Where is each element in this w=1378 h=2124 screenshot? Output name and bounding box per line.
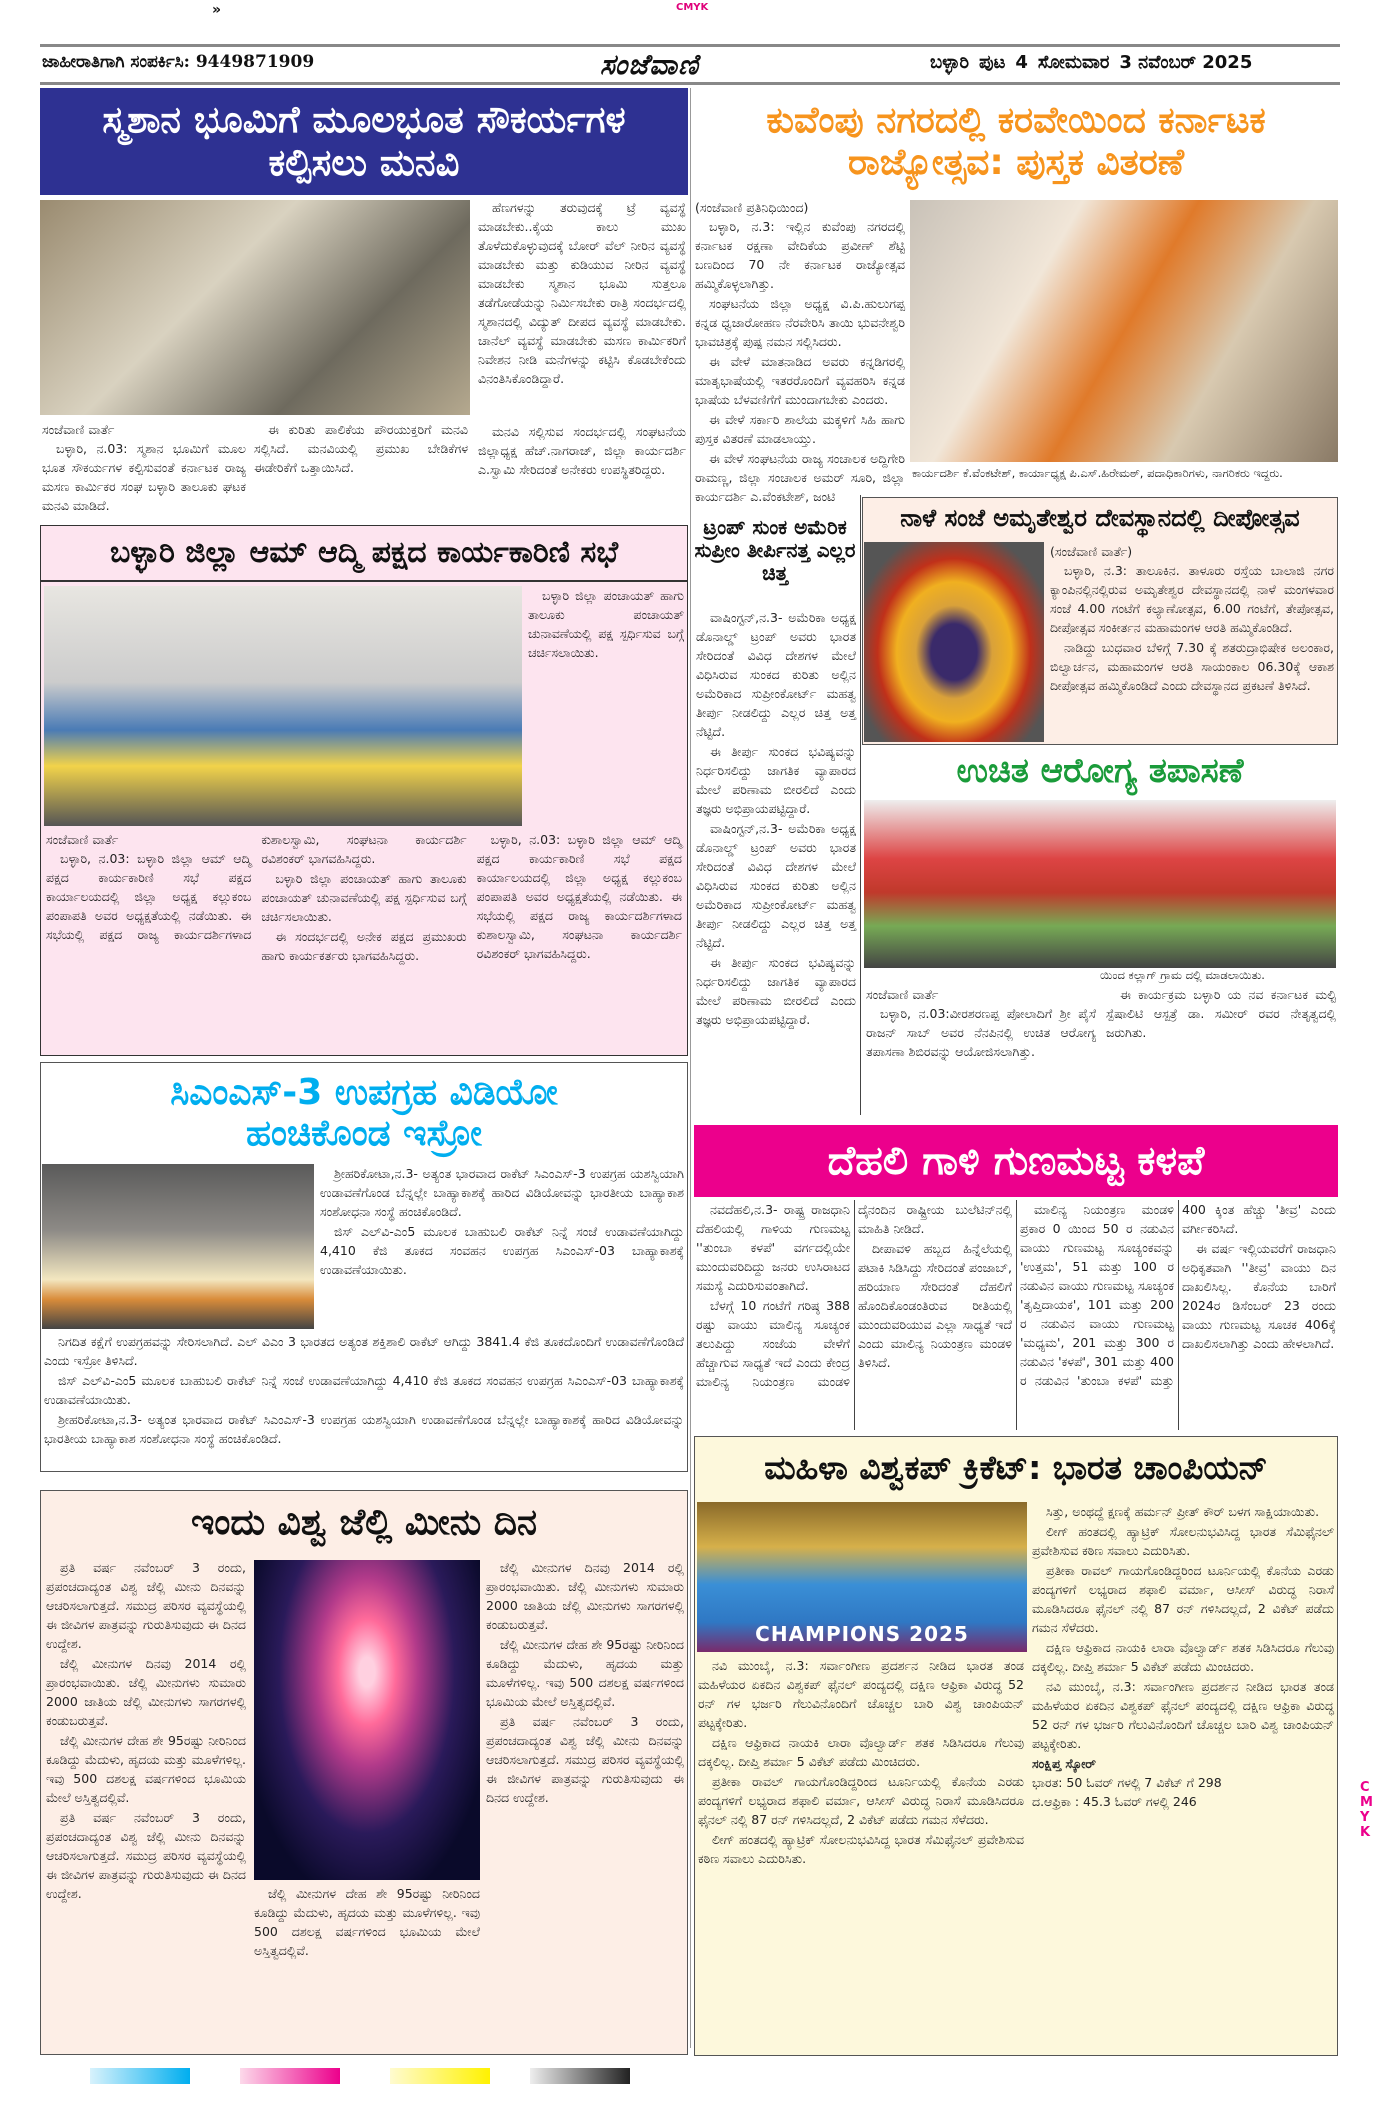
cmyk-mark: CMYK: [676, 2, 709, 13]
health-photo: [864, 800, 1336, 968]
cyan-color-bar: [90, 2068, 190, 2084]
dateline: [930, 52, 1252, 73]
health-text: ಸಂಜೆವಾಣಿ ವಾರ್ತೆ ಬಳ್ಳಾರಿ, ನ.03:ವೀರಶರಣಪ್ಪ ಪೋಲಾದಿಗೆ ಶ್ರೀ ಪೈಸೆ ರಾಜನ್ ಸಾಬ್ ಅವರ ನೆನಪಿನಲ್ಲಿ ಉಚಿತ ಆರೋಗ್ಯ ತಪಾಸಣಾ ಶಿಬಿರವನ್ನು ಆಯೋಜಿಸಲಾಗಿತ್ತು. ಈ ಕಾರ್ಯಕ್ರಮ ಬಳ್ಳಾರಿ ಯ ನವ ಕರ್ನಾಟಕ ಮಲ್ಟಿ ಸ್ಪೆಷಾಲಿಟಿ ಆಸ್ಪತ್ರೆ ಡಾ. ಸಮೀರ್ ರವರ ನೇತೃತ್ವದಲ್ಲಿ ಜರುಗಿತು.: [866, 987, 1336, 1059]
cmyk-side-mark: CMYK: [1360, 1780, 1373, 1840]
trump-headline: ಟ್ರಂಪ್ ಸುಂಕ ಅಮೆರಿಕ ಸುಪ್ರೀಂ ತೀರ್ಪಿನತ್ತ ಎಲ್ಲರ ಚಿತ್ತ: [694, 514, 856, 585]
column-divider: [690, 88, 691, 2048]
byline: ಸಂಜೆವಾಣಿ ವಾರ್ತೆ: [46, 832, 119, 847]
cricket-text-left: ನವಿ ಮುಂಬೈ, ನ.3: ಸರ್ವಾಂಗೀಣ ಪ್ರದರ್ಶನ ನೀಡಿದ ಭಾರತ ತಂಡ ಮಹಿಳೆಯರ ಏಕದಿನ ವಿಶ್ವಕಪ್ ಫೈನಲ್ ಪಂದ್ಯದಲ್ಲಿ ದಕ್ಷಿಣ ಆಫ್ರಿಕಾ ವಿರುದ್ಧ 52 ರನ್ ಗಳ ಭರ್ಜರಿ ಗೆಲುವಿನೊಂದಿಗೆ ಚೊಚ್ಚಲ ಬಾರಿ ವಿಶ್ವ ಚಾಂಪಿಯನ್ ಪಟ್ಟಕ್ಕೇರಿತು. ದಕ್ಷಿಣ ಆಫ್ರಿಕಾದ ನಾಯಕಿ ಲಾರಾ ವೊಲ್ವಾರ್ಡ್ ಶತಕ ಸಿಡಿಸಿದರೂ ಗೆಲುವು ದಕ್ಕಲಿಲ್ಲ. ದೀಪ್ತಿ ಶರ್ಮಾ 5 ವಿಕೆಟ್ ಪಡೆದು ಮಿಂಚಿದರು. ಪ್ರತೀಕಾ ರಾವಲ್ ಗಾಯಗೊಂಡಿದ್ದರಿಂದ ಟೂರ್ನಿಯಲ್ಲಿ ಕೊನೆಯ ಎರಡು ಪಂದ್ಯಗಳಿಗೆ ಲಭ್ಯರಾದ ಶಫಾಲಿ ವರ್ಮಾ, ಆಸೀಸ್ ವಿರುದ್ಧ ನಿರಾಸೆ ಮೂಡಿಸಿದರೂ ಫೈನಲ್ ನಲ್ಲಿ 87 ರನ್ ಗಳಿಸಿದಲ್ಲದೆ, 2 ವಿಕೆಟ್ ಪಡೆದು ಗಮನ ಸೆಳೆದರು. ಲೀಗ್ ಹಂತದಲ್ಲಿ ಹ್ಯಾಟ್ರಿಕ್ ಸೋಲನುಭವಿಸಿದ್ದ ಭಾರತ ಸೆಮಿಫೈನಲ್ ಪ್ರವೇಶಿಸುವ ಕಠಿಣ ಸವಾಲು ಎದುರಿಸಿತು.: [698, 1658, 1024, 1866]
smashana-text-col1: ಸಂಜೆವಾಣಿ ವಾರ್ತೆ ಬಳ್ಳಾರಿ, ನ.03: ಸ್ಮಶಾನ ಭೂಮಿಗೆ ಮೂಲ ಭೂತ ಸೌಕರ್ಯಗಳ ಕಲ್ಪಿಸುವಂತೆ ಕರ್ನಾಟಕ ರಾಜ್ಯ ಮಸಣ ಕಾರ್ಮಿಕರ ಸಂಘ ಬಳ್ಳಾರಿ ತಾಲೂಕು ಘಟಕ ಮನವಿ ಮಾಡಿದೆ.: [42, 422, 246, 513]
cricket-photo: [697, 1502, 1027, 1652]
byline: ಸಂಜೆವಾಣಿ ವಾರ್ತೆ: [42, 422, 115, 437]
jelly-photo: [254, 1560, 480, 1880]
byline: ಸಂಜೆವಾಣಿ ವಾರ್ತೆ: [866, 987, 939, 1002]
kuvempu-photo: [910, 200, 1338, 462]
isro-text-right: ಶ್ರೀಹರಿಕೋಟಾ,ನ.3- ಅತ್ಯಂತ ಭಾರವಾದ ರಾಕೆಟ್ ಸಿಎಂಎಸ್-3 ಉಪಗ್ರಹ ಯಶಸ್ವಿಯಾಗಿ ಉಡಾವಣೆಗೊಂಡ ಬೆನ್ನಲ್ಲೇ ಬಾಹ್ಯಾಕಾಶಕ್ಕೆ ಹಾರಿದ ವಿಡಿಯೋವನ್ನು ಭಾರತೀಯ ಬಾಹ್ಯಾಕಾಶ ಸಂಶೋಧನಾ ಸಂಸ್ಥೆ ಹಂಚಿಕೊಂಡಿದೆ. ಜಿಸ್ ಎಲ್‌ವಿ-ಎಂ5 ಮೂಲಕ ಬಾಹುಬಲಿ ರಾಕೆಟ್ ನಿನ್ನೆ ಸಂಜೆ ಉಡಾವಣೆಯಾಗಿದ್ದು 4,410 ಕೆಜಿ ತೂಕದ ಸಂವಹನ ಉಪಗ್ರಹ ಸಿಎಂಎಸ್-03 ಬಾಹ್ಯಾಕಾಶಕ್ಕೆ ಉಡಾವಣೆಯಾಯಿತು.: [320, 1166, 684, 1277]
isro-rocket-photo: [42, 1164, 314, 1329]
byline: (ಸಂಜೆವಾಣಿ ವಾರ್ತೆ): [1050, 544, 1133, 559]
aap-headline: ಬಳ್ಳಾರಿ ಜಿಲ್ಲಾ ಆಮ್ ಆದ್ಮಿ ಪಕ್ಷದ ಕಾರ್ಯಕಾರಿಣಿ ಸಭೆ: [40, 525, 688, 581]
column-divider: [860, 495, 861, 1115]
day: ಸೋಮವಾರ: [1037, 52, 1110, 73]
header-top-rule: [40, 44, 1340, 47]
scorecard-title: ಸಂಕ್ಷಿಪ್ತ ಸ್ಕೋರ್: [1032, 1756, 1096, 1771]
jelly-headline: ಇಂದು ವಿಶ್ವ ಜೆಲ್ಲಿ ಮೀನು ದಿನ: [191, 1502, 537, 1544]
yellow-color-bar: [390, 2068, 490, 2084]
magenta-color-bar: [240, 2068, 340, 2084]
champions-banner: CHAMPIONS 2025: [755, 1622, 969, 1646]
jelly-text-col2: ಜೆಲ್ಲಿ ಮೀನುಗಳ ದೇಹ ಶೇ 95ರಷ್ಟು ನೀರಿನಿಂದ ಕೂಡಿದ್ದು ಮೆದುಳು, ಹೃದಯ ಮತ್ತು ಮೂಳೆಗಳಿಲ್ಲ. ಇವು 500 ದಶಲಕ್ಷ ವರ್ಷಗಳಿಂದ ಭೂಮಿಯ ಮೇಲೆ ಅಸ್ತಿತ್ವದಲ್ಲಿವೆ.: [254, 1886, 480, 1958]
score-sa: ದ.ಆಫ್ರಿಕಾ : 45.3 ಓವರ್ ಗಳಲ್ಲಿ 246: [1032, 1794, 1197, 1809]
kuvempu-caption: ಕಾರ್ಯದರ್ಶಿ ಕೆ.ವೆಂಕಟೇಶ್, ಕಾರ್ಯಾಧ್ಯಕ್ಷ ಪಿ.ಎಸ್.ಹಿರೇಮಠ್, ಪದಾಧಿಕಾರಿಗಳು, ನಾಗರಿಕರು ಇದ್ದರು.: [912, 466, 1283, 480]
aap-text: ಸಂಜೆವಾಣಿ ವಾರ್ತೆ ಬಳ್ಳಾರಿ, ನ.03: ಬಳ್ಳಾರಿ ಜಿಲ್ಲಾ ಆಮ್ ಆದ್ಮಿ ಪಕ್ಷದ ಕಾರ್ಯಕಾರಿಣಿ ಸಭೆ ಪಕ್ಷದ ಕಾರ್ಯಾಲಯದಲ್ಲಿ ಜಿಲ್ಲಾ ಅಧ್ಯಕ್ಷ ಕಲ್ಲುಕಂಬ ಪಂಪಾಪತಿ ಅವರ ಅಧ್ಯಕ್ಷತೆಯಲ್ಲಿ ನಡೆಯಿತು. ಈ ಸಭೆಯಲ್ಲಿ ಪಕ್ಷದ ರಾಜ್ಯ ಕಾರ್ಯದರ್ಶಿಗಳಾದ ಕುಶಾಲಸ್ವಾಮಿ, ಸಂಘಟನಾ ಕಾರ್ಯದರ್ಶಿ ರವಿಶಂಕರ್ ಭಾಗವಹಿಸಿದ್ದರು. ಬಳ್ಳಾರಿ ಜಿಲ್ಲಾ ಪಂಚಾಯತ್ ಹಾಗು ತಾಲೂಕು ಪಂಚಾಯತ್ ಚುನಾವಣೆಯಲ್ಲಿ ಪಕ್ಷ ಸ್ಪರ್ಧಿಸುವ ಬಗ್ಗೆ ಚರ್ಚಿಸಲಾಯಿತು. ಈ ಸಂದರ್ಭದಲ್ಲಿ ಅನೇಕ ಪಕ್ಷದ ಪ್ರಮುಖರು ಹಾಗು ಕಾರ್ಯಕರ್ತರು ಭಾಗವಹಿಸಿದ್ದರು. ಬಳ್ಳಾರಿ, ನ.03: ಬಳ್ಳಾರಿ ಜಿಲ್ಲಾ ಆಮ್ ಆದ್ಮಿ ಪಕ್ಷದ ಕಾರ್ಯಕಾರಿಣಿ ಸಭೆ ಪಕ್ಷದ ಕಾರ್ಯಾಲಯದಲ್ಲಿ ಜಿಲ್ಲಾ ಅಧ್ಯಕ್ಷ ಕಲ್ಲುಕಂಬ ಪಂಪಾಪತಿ ಅವರ ಅಧ್ಯಕ್ಷತೆಯಲ್ಲಿ ನಡೆಯಿತು. ಈ ಸಭೆಯಲ್ಲಿ ಪಕ್ಷದ ರಾಜ್ಯ ಕಾರ್ಯದರ್ಶಿಗಳಾದ ಕುಶಾಲಸ್ವಾಮಿ, ಸಂಘಟನಾ ಕಾರ್ಯದರ್ಶಿ ರವಿಶಂಕರ್ ಭಾಗವಹಿಸಿದ್ದರು.: [46, 832, 682, 963]
amruteshwara-text: (ಸಂಜೆವಾಣಿ ವಾರ್ತೆ) ಬಳ್ಳಾರಿ, ನ.3: ತಾಲೂಕಿನ. ತಾಳೂರು ರಸ್ತೆಯ ಬಾಲಾಜಿ ನಗರ ಕ್ಯಾಂಪಿನಲ್ಲಿನಲ್ಲಿರುವ ಅಮೃತೇಶ್ವರ ದೇವಸ್ಥಾನದಲ್ಲಿ ನಾಳೆ ಮಂಗಳವಾರ ಸಂಜೆ 4.00 ಗಂಟೆಗೆ ಕಲ್ಯಾಣೋತ್ಸವ, 6.00 ಗಂಟೆಗೆ, ತೇಪೋತ್ಸವ, ದೀಪೋತ್ಸವ ಸಂಕೀರ್ತನ ಮಹಾಮಂಗಳ ಆರತಿ ಹಮ್ಮಿಕೊಂಡಿದೆ. ನಾಡಿದ್ದು ಬುಧವಾರ ಬೆಳಿಗ್ಗೆ 7.30 ಕ್ಕೆ ಶತರುದ್ರಾಭಿಷೇಕ ಅಲಂಕಾರ, ಬಿಲ್ವಾರ್ಚನ, ಮಹಾಮಂಗಳ ಆರತಿ ಸಾಯಂಕಾಲ 06.30ಕ್ಕೆ ಆಕಾಶ ದೀಪೋತ್ಸವ ಹಮ್ಮಿಕೊಂಡಿದೆ ಎಂದು ದೇವಸ್ಥಾನದ ಪ್ರಕಟಣೆ ತಿಳಿಸಿದೆ.: [1050, 544, 1334, 693]
page-number: 4: [1015, 52, 1028, 73]
isro-headline: ಸಿಎಂಎಸ್-3 ಉಪಗ್ರಹ ವಿಡಿಯೋ ಹಂಚಿಕೊಂಡ ಇಸ್ರೋ: [170, 1071, 558, 1154]
aap-photo: [44, 586, 522, 826]
black-color-bar: [530, 2068, 630, 2084]
score-india: ಭಾರತ: 50 ಓವರ್ ಗಳಲ್ಲಿ 7 ವಿಕೆಟ್ ಗೆ 298: [1032, 1775, 1222, 1790]
smashana-headline: ಸ್ಮಶಾನ ಭೂಮಿಗೆ ಮೂಲಭೂತ ಸೌಕರ್ಯಗಳ ಕಲ್ಪಿಸಲು ಮನವಿ: [40, 88, 688, 195]
cricket-headline: ಮಹಿಳಾ ವಿಶ್ವಕಪ್ ಕ್ರಿಕೆಟ್: ಭಾರತ ಚಾಂಪಿಯನ್: [764, 1448, 1268, 1488]
delhi-text: ನವದೆಹಲಿ,ನ.3- ರಾಷ್ಟ್ರ ರಾಜಧಾನಿ ದೆಹಲಿಯಲ್ಲಿ ಗಾಳಿಯ ಗುಣಮಟ್ಟ ''ತುಂಬಾ ಕಳಪೆ' ವರ್ಗದಲ್ಲಿಯೇ ಮುಂದುವರಿದಿದ್ದು ಜನರು ಉಸಿರಾಟದ ಸಮಸ್ಯೆ ಎದುರಿಸುವಂತಾಗಿದೆ. ಬೆಳಗ್ಗೆ 10 ಗಂಟೆಗೆ ಗರಿಷ್ಠ 388 ರಷ್ಟು ವಾಯು ಮಾಲಿನ್ಯ ಸೂಚ್ಯಂಕ ತಲುಪಿದ್ದು ಸಂಜೆಯ ವೇಳೆಗೆ ಹೆಚ್ಚಾಗುವ ಸಾಧ್ಯತೆ ಇದೆ ಎಂದು ಕೇಂದ್ರ ಮಾಲಿನ್ಯ ನಿಯಂತ್ರಣ ಮಂಡಳಿ ದೈನಂದಿನ ರಾಷ್ಟ್ರೀಯ ಬುಲೆಟಿನ್‌ನಲ್ಲಿ ಮಾಹಿತಿ ನೀಡಿದೆ. ದೀಪಾವಳಿ ಹಬ್ಬದ ಹಿನ್ನೆಲೆಯಲ್ಲಿ ಪಟಾಕಿ ಸಿಡಿಸಿದ್ದು ಸೇರಿದಂತೆ ಪಂಜಾಬ್, ಹರಿಯಾಣ ಸೇರಿದಂತೆ ದೆಹಲಿಗೆ ಹೊಂದಿಕೊಂಡಂತಿರುವ ರೀತಿಯಲ್ಲಿ ಮುಂದುವರಿಯುವ ಎಲ್ಲಾ ಸಾಧ್ಯತೆ ಇದೆ ಎಂದು ಮಾಲಿನ್ಯ ನಿಯಂತ್ರಣ ಮಂಡಳಿ ತಿಳಿಸಿದೆ. ಮಾಲಿನ್ಯ ನಿಯಂತ್ರಣ ಮಂಡಳಿ ಪ್ರಕಾರ 0 ಯಿಂದ 50 ರ ನಡುವಿನ ವಾಯು ಗುಣಮಟ್ಟ ಸೂಚ್ಯಂಕವನ್ನು 'ಉತ್ತಮ', 51 ಮತ್ತು 100 ರ ನಡುವಿನ ವಾಯು ಗುಣಮಟ್ಟ ಸೂಚ್ಯಂಕ 'ತೃಪ್ತಿದಾಯಕ', 101 ಮತ್ತು 200 ರ ನಡುವಿನ ವಾಯು ಗುಣಮಟ್ಟ 'ಮಧ್ಯಮ', 201 ಮತ್ತು 300 ರ ನಡುವಿನ 'ಕಳಪೆ', 301 ಮತ್ತು 400 ರ ನಡುವಿನ 'ತುಂಬಾ ಕಳಪೆ' ಮತ್ತು 400 ಕ್ಕಿಂತ ಹೆಚ್ಚು 'ತೀವ್ರ' ಎಂದು ವರ್ಗೀಕರಿಸಿದೆ. ಈ ವರ್ಷ ಇಲ್ಲಿಯವರೆಗೆ ರಾಜಧಾನಿ ಅಧಿಕೃತವಾಗಿ ''ತೀವ್ರ' ವಾಯು ದಿನ ದಾಖಲಿಸಿಲ್ಲ. ಕೊನೆಯ ಬಾರಿಗೆ 2024ರ ಡಿಸೆಂಬರ್ 23 ರಂದು ವಾಯು ಗುಣಮಟ್ಟ ಸೂಚಕ 406ಕ್ಕೆ ದಾಖಲಿಸಲಾಗಿತ್ತು ಎಂದು ಹೇಳಲಾಗಿದೆ.: [696, 1202, 1336, 1389]
cricket-text-right: ಸಿತ್ತು, ಅಂಥದ್ದೆ ಕ್ಷಣಕ್ಕೆ ಹರ್ಮನ್ ಪ್ರೀತ್ ಕೌರ್ ಬಳಗ ಸಾಕ್ಷಿಯಾಯಿತು. ಲೀಗ್ ಹಂತದಲ್ಲಿ ಹ್ಯಾಟ್ರಿಕ್ ಸೋಲನುಭವಿಸಿದ್ದ ಭಾರತ ಸೆಮಿಫೈನಲ್ ಪ್ರವೇಶಿಸುವ ಕಠಿಣ ಸವಾಲು ಎದುರಿಸಿತು. ಪ್ರತೀಕಾ ರಾವಲ್ ಗಾಯಗೊಂಡಿದ್ದರಿಂದ ಟೂರ್ನಿಯಲ್ಲಿ ಕೊನೆಯ ಎರಡು ಪಂದ್ಯಗಳಿಗೆ ಲಭ್ಯರಾದ ಶಫಾಲಿ ವರ್ಮಾ, ಆಸೀಸ್ ವಿರುದ್ಧ ನಿರಾಸೆ ಮೂಡಿಸಿದರೂ ಫೈನಲ್ ನಲ್ಲಿ 87 ರನ್ ಗಳಿಸಿದಲ್ಲದೆ, 2 ವಿಕೆಟ್ ಪಡೆದು ಗಮನ ಸೆಳೆದರು. ದಕ್ಷಿಣ ಆಫ್ರಿಕಾದ ನಾಯಕಿ ಲಾರಾ ವೊಲ್ವಾರ್ಡ್ ಶತಕ ಸಿಡಿಸಿದರೂ ಗೆಲುವು ದಕ್ಕಲಿಲ್ಲ. ದೀಪ್ತಿ ಶರ್ಮಾ 5 ವಿಕೆಟ್ ಪಡೆದು ಮಿಂಚಿದರು. ನವಿ ಮುಂಬೈ, ನ.3: ಸರ್ವಾಂಗೀಣ ಪ್ರದರ್ಶನ ನೀಡಿದ ಭಾರತ ತಂಡ ಮಹಿಳೆಯರ ಏಕದಿನ ವಿಶ್ವಕಪ್ ಫೈನಲ್ ಪಂದ್ಯದಲ್ಲಿ ದಕ್ಷಿಣ ಆಫ್ರಿಕಾ ವಿರುದ್ಧ 52 ರನ್ ಗಳ ಭರ್ಜರಿ ಗೆಲುವಿನೊಂದಿಗೆ ಚೊಚ್ಚಲ ಬಾರಿ ವಿಶ್ವ ಚಾಂಪಿಯನ್ ಪಟ್ಟಕ್ಕೇರಿತು. ಸಂಕ್ಷಿಪ್ತ ಸ್ಕೋರ್ ಭಾರತ: 50 ಓವರ್ ಗಳಲ್ಲಿ 7 ವಿಕೆಟ್ ಗೆ 298 ದ.ಆಫ್ರಿಕಾ : 45.3 ಓವರ್ ಗಳಲ್ಲಿ 246: [1032, 1504, 1334, 1809]
kuvempu-headline: ಕುವೆಂಪು ನಗರದಲ್ಲಿ ಕರವೇಯಿಂದ ಕರ್ನಾಟಕ ರಾಜ್ಯೋತ್ಸವ: ಪುಸ್ತಕ ವಿತರಣೆ: [766, 100, 1266, 183]
aap-text-right: ಬಳ್ಳಾರಿ ಜಿಲ್ಲಾ ಪಂಚಾಯತ್ ಹಾಗು ತಾಲೂಕು ಪಂಚಾಯತ್ ಚುನಾವಣೆಯಲ್ಲಿ ಪಕ್ಷ ಸ್ಪರ್ಧಿಸುವ ಬಗ್ಗೆ ಚರ್ಚಿಸಲಾಯಿತು.: [528, 588, 684, 660]
smashana-text-col-right: ಹೆಣಗಳನ್ನು ತರುವುದಕ್ಕೆ ಟ್ರೆ ವ್ಯವಸ್ಥೆ ಮಾಡಬೇಕು..ಕೈಯ ಕಾಲು ಮುಖ ತೊಳೆದುಕೊಳ್ಳುವುದಕ್ಕೆ ಬೋರ್ ವೆಲ್ ನೀರಿನ ವ್ಯವಸ್ಥೆ ಮಾಡಬೇಕು ಮತ್ತು ಕುಡಿಯುವ ನೀರಿನ ವ್ಯವಸ್ಥೆ ಮಾಡಬೇಕು ಸ್ಮಶಾನ ಭೂಮಿ ಸುತ್ತಲೂ ತಡೆಗೋಡೆಯನ್ನು ನಿರ್ಮಿಸಬೇಕು ರಾತ್ರಿ ಸಂದರ್ಭದಲ್ಲಿ ಸ್ಮಶಾನದಲ್ಲಿ ವಿದ್ಯುತ್ ದೀಪದ ವ್ಯವಸ್ಥೆ ಮಾಡಬೇಕು. ಚಾನೆಲ್ ವ್ಯವಸ್ಥೆ ಮಾಡಬೇಕು ಮಸಣ ಕಾರ್ಮಿಕರಿಗೆ ನಿವೇಶನ ನೀಡಿ ಮನೆಗಳನ್ನು ಕಟ್ಟಿಸಿ ಕೊಡಬೇಕೆಂದು ವಿನಂತಿಸಿಕೊಂಡಿದ್ದಾರೆ.: [478, 200, 686, 386]
city: ಬಳ್ಳಾರಿ: [930, 52, 969, 73]
trump-text: ವಾಷಿಂಗ್ಟನ್,ನ.3- ಅಮೆರಿಕಾ ಅಧ್ಯಕ್ಷ ಡೊನಾಲ್ಡ್ ಟ್ರಂಪ್ ಅವರು ಭಾರತ ಸೇರಿದಂತೆ ವಿವಿಧ ದೇಶಗಳ ಮೇಲೆ ವಿಧಿಸಿರುವ ಸುಂಕದ ಕುರಿತು ಅಲ್ಲಿನ ಅಮೆರಿಕಾದ ಸುಪ್ರೀಂಕೋರ್ಟ್ ಮಹತ್ವ ತೀರ್ಪು ನೀಡಲಿದ್ದು ಎಲ್ಲರ ಚಿತ್ತ ಅತ್ತ ನೆಟ್ಟಿದೆ. ಈ ತೀರ್ಪು ಸುಂಕದ ಭವಿಷ್ಯವನ್ನು ನಿರ್ಧರಿಸಲಿದ್ದು ಜಾಗತಿಕ ವ್ಯಾಪಾರದ ಮೇಲೆ ಪರಿಣಾಮ ಬೀರಲಿದೆ ಎಂದು ತಜ್ಞರು ಅಭಿಪ್ರಾಯಪಟ್ಟಿದ್ದಾರೆ. ವಾಷಿಂಗ್ಟನ್,ನ.3- ಅಮೆರಿಕಾ ಅಧ್ಯಕ್ಷ ಡೊನಾಲ್ಡ್ ಟ್ರಂಪ್ ಅವರು ಭಾರತ ಸೇರಿದಂತೆ ವಿವಿಧ ದೇಶಗಳ ಮೇಲೆ ವಿಧಿಸಿರುವ ಸುಂಕದ ಕುರಿತು ಅಲ್ಲಿನ ಅಮೆರಿಕಾದ ಸುಪ್ರೀಂಕೋರ್ಟ್ ಮಹತ್ವ ತೀರ್ಪು ನೀಡಲಿದ್ದು ಎಲ್ಲರ ಚಿತ್ತ ಅತ್ತ ನೆಟ್ಟಿದೆ. ಈ ತೀರ್ಪು ಸುಂಕದ ಭವಿಷ್ಯವನ್ನು ನಿರ್ಧರಿಸಲಿದ್ದು ಜಾಗತಿಕ ವ್ಯಾಪಾರದ ಮೇಲೆ ಪರಿಣಾಮ ಬೀರಲಿದೆ ಎಂದು ತಜ್ಞರು ಅಭಿಪ್ರಾಯಪಟ್ಟಿದ್ದಾರೆ.: [696, 610, 856, 1027]
isro-text-bottom: ನಿಗದಿತ ಕಕ್ಷೆಗೆ ಉಪಗ್ರಹವನ್ನು ಸೇರಿಸಲಾಗಿದೆ. ಎಲ್ ವಿಎಂ 3 ಭಾರತದ ಅತ್ಯಂತ ಶಕ್ತಿಶಾಲಿ ರಾಕೆಟ್ ಆಗಿದ್ದು 3841.4 ಕೆಜಿ ತೂಕದೊಂದಿಗೆ ಉಡಾವಣೆಗೊಂಡಿದೆ ಎಂದು ಇಸ್ರೋ ತಿಳಿಸಿದೆ. ಜಿಸ್ ಎಲ್‌ವಿ-ಎಂ5 ಮೂಲಕ ಬಾಹುಬಲಿ ರಾಕೆಟ್ ನಿನ್ನೆ ಸಂಜೆ ಉಡಾವಣೆಯಾಗಿದ್ದು 4,410 ಕೆಜಿ ತೂಕದ ಸಂವಹನ ಉಪಗ್ರಹ ಸಿಎಂಎಸ್-03 ಬಾಹ್ಯಾಕಾಶಕ್ಕೆ ಉಡಾವಣೆಯಾಯಿತು. ಶ್ರೀಹರಿಕೋಟಾ,ನ.3- ಅತ್ಯಂತ ಭಾರವಾದ ರಾಕೆಟ್ ಸಿಎಂಎಸ್-3 ಉಪಗ್ರಹ ಯಶಸ್ವಿಯಾಗಿ ಉಡಾವಣೆಗೊಂಡ ಬೆನ್ನಲ್ಲೇ ಬಾಹ್ಯಾಕಾಶಕ್ಕೆ ಹಾರಿದ ವಿಡಿಯೋವನ್ನು ಭಾರತೀಯ ಬಾಹ್ಯಾಕಾಶ ಸಂಶೋಧನಾ ಸಂಸ್ಥೆ ಹಂಚಿಕೊಂಡಿದೆ.: [44, 1334, 684, 1446]
ad-contact: ಜಾಹೀರಾತಿಗಾಗಿ ಸಂಪರ್ಕಿಸಿ: 9449871909: [42, 52, 315, 72]
health-caption: ಯಿಂದ ಕಲ್ಲಾಗ್ ಗ್ರಾಮ ದಲ್ಲಿ ಮಾಡಲಾಯಿತು.: [1100, 968, 1265, 982]
jelly-text-col3: ಜೆಲ್ಲಿ ಮೀನುಗಳ ದಿನವು 2014 ರಲ್ಲಿ ಪ್ರಾರಂಭವಾಯಿತು. ಜೆಲ್ಲಿ ಮೀನುಗಳು ಸುಮಾರು 2000 ಜಾತಿಯ ಜೆಲ್ಲಿ ಮೀನುಗಳು ಸಾಗರಗಳಲ್ಲಿ ಕಂಡುಬರುತ್ತವೆ. ಜೆಲ್ಲಿ ಮೀನುಗಳ ದೇಹ ಶೇ 95ರಷ್ಟು ನೀರಿನಿಂದ ಕೂಡಿದ್ದು ಮೆದುಳು, ಹೃದಯ ಮತ್ತು ಮೂಳೆಗಳಿಲ್ಲ. ಇವು 500 ದಶಲಕ್ಷ ವರ್ಷಗಳಿಂದ ಭೂಮಿಯ ಮೇಲೆ ಅಸ್ತಿತ್ವದಲ್ಲಿವೆ. ಪ್ರತಿ ವರ್ಷ ನವೆಂಬರ್ 3 ರಂದು, ಪ್ರಪಂಚದಾದ್ಯಂತ ವಿಶ್ವ ಜೆಲ್ಲಿ ಮೀನು ದಿನವನ್ನು ಆಚರಿಸಲಾಗುತ್ತದೆ. ಸಮುದ್ರ ಪರಿಸರ ವ್ಯವಸ್ಥೆಯಲ್ಲಿ ಈ ಜೀವಿಗಳ ಪಾತ್ರವನ್ನು ಗುರುತಿಸುವುದು ಈ ದಿನದ ಉದ್ದೇಶ.: [486, 1560, 684, 1805]
amruteshwara-headline: ನಾಳೆ ಸಂಜೆ ಅಮೃತೇಶ್ವರ ದೇವಸ್ಥಾನದಲ್ಲಿ ದೀಪೋತ್ಸವ: [900, 504, 1300, 533]
date: 3 ನವೆಂಬರ್ 2025: [1119, 52, 1253, 73]
byline: (ಸಂಜೆವಾಣಿ ಪ್ರತಿನಿಧಿಯಿಂದ): [695, 200, 809, 215]
registration-mark: »: [212, 2, 222, 18]
jelly-text-col1: ಪ್ರತಿ ವರ್ಷ ನವೆಂಬರ್ 3 ರಂದು, ಪ್ರಪಂಚದಾದ್ಯಂತ ವಿಶ್ವ ಜೆಲ್ಲಿ ಮೀನು ದಿನವನ್ನು ಆಚರಿಸಲಾಗುತ್ತದೆ. ಸಮುದ್ರ ಪರಿಸರ ವ್ಯವಸ್ಥೆಯಲ್ಲಿ ಈ ಜೀವಿಗಳ ಪಾತ್ರವನ್ನು ಗುರುತಿಸುವುದು ಈ ದಿನದ ಉದ್ದೇಶ. ಜೆಲ್ಲಿ ಮೀನುಗಳ ದಿನವು 2014 ರಲ್ಲಿ ಪ್ರಾರಂಭವಾಯಿತು. ಜೆಲ್ಲಿ ಮೀನುಗಳು ಸುಮಾರು 2000 ಜಾತಿಯ ಜೆಲ್ಲಿ ಮೀನುಗಳು ಸಾಗರಗಳಲ್ಲಿ ಕಂಡುಬರುತ್ತವೆ. ಜೆಲ್ಲಿ ಮೀನುಗಳ ದೇಹ ಶೇ 95ರಷ್ಟು ನೀರಿನಿಂದ ಕೂಡಿದ್ದು ಮೆದುಳು, ಹೃದಯ ಮತ್ತು ಮೂಳೆಗಳಿಲ್ಲ. ಇವು 500 ದಶಲಕ್ಷ ವರ್ಷಗಳಿಂದ ಭೂಮಿಯ ಮೇಲೆ ಅಸ್ತಿತ್ವದಲ್ಲಿವೆ. ಪ್ರತಿ ವರ್ಷ ನವೆಂಬರ್ 3 ರಂದು, ಪ್ರಪಂಚದಾದ್ಯಂತ ವಿಶ್ವ ಜೆಲ್ಲಿ ಮೀನು ದಿನವನ್ನು ಆಚರಿಸಲಾಗುತ್ತದೆ. ಸಮುದ್ರ ಪರಿಸರ ವ್ಯವಸ್ಥೆಯಲ್ಲಿ ಈ ಜೀವಿಗಳ ಪಾತ್ರವನ್ನು ಗುರುತಿಸುವುದು ಈ ದಿನದ ಉದ್ದೇಶ.: [46, 1560, 246, 1901]
smashana-photo: [40, 200, 470, 415]
masthead-logo: ಸಂಜೆವಾಣಿ: [600, 48, 699, 81]
page-label: ಪುಟ: [978, 52, 1006, 73]
smashana-text-col3: ಮನವಿ ಸಲ್ಲಿಸುವ ಸಂದರ್ಭದಲ್ಲಿ ಸಂಘಟನೆಯ ಜಿಲ್ಲಾಧ್ಯಕ್ಷ ಹೆಚ್.ನಾಗರಾಜ್, ಜಿಲ್ಲಾ ಕಾರ್ಯದರ್ಶಿ ಎ.ಸ್ವಾಮಿ ಸೇರಿದಂತೆ ಅನೇಕರು ಉಪಸ್ಥಿತರಿದ್ದರು.: [478, 424, 686, 477]
delhi-headline: ದೆಹಲಿ ಗಾಳಿ ಗುಣಮಟ್ಟ ಕಳಪೆ: [694, 1125, 1338, 1197]
header-bottom-rule: [40, 82, 1340, 85]
smashana-text-col2: ಈ ಕುರಿತು ಪಾಲಿಕೆಯ ಪೌರಯುಕ್ತರಿಗೆ ಮನವಿ ಸಲ್ಲಿಸಿದೆ. ಮನವಿಯಲ್ಲಿ ಪ್ರಮುಖ ಬೇಡಿಕೆಗಳ ಈಡೇರಿಕೆಗೆ ಒತ್ತಾಯಿಸಿದೆ.: [254, 422, 468, 475]
health-headline: ಉಚಿತ ಆರೋಗ್ಯ ತಪಾಸಣೆ: [956, 751, 1244, 792]
amruteshwara-photo: [864, 542, 1044, 742]
kuvempu-text: (ಸಂಜೆವಾಣಿ ಪ್ರತಿನಿಧಿಯಿಂದ) ಬಳ್ಳಾರಿ, ನ.3: ಇಲ್ಲಿನ ಕುವೆಂಪು ನಗರದಲ್ಲಿ ಕರ್ನಾಟಕ ರಕ್ಷಣಾ ವೇದಿಕೆಯ ಪ್ರವೀಣ್ ಶೆಟ್ಟಿ ಬಣದಿಂದ 70 ನೇ ಕರ್ನಾಟಕ ರಾಜ್ಯೋತ್ಸವ ಹಮ್ಮಿಕೊಳ್ಳಲಾಗಿತ್ತು. ಸಂಘಟನೆಯ ಜಿಲ್ಲಾ ಅಧ್ಯಕ್ಷ ವಿ.ಪಿ.ಹುಲುಗಪ್ಪ ಕನ್ನಡ ಧ್ವಜಾರೋಹಣ ನೆರವೇರಿಸಿ ತಾಯಿ ಭುವನೇಶ್ವರಿ ಭಾವಚಿತ್ರಕ್ಕೆ ಪುಷ್ಪ ನಮನ ಸಲ್ಲಿಸಿದರು. ಈ ವೇಳೆ ಮಾತನಾಡಿದ ಅವರು ಕನ್ನಡಿಗರಲ್ಲಿ ಮಾತೃಭಾಷೆಯಲ್ಲಿ ಇತರರೊಂದಿಗೆ ವ್ಯವಹರಿಸಿ ಕನ್ನಡ ಭಾಷೆಯ ಬೆಳವಣಿಗೆಗೆ ಮುಂದಾಗಬೇಕು ಎಂದರು. ಈ ವೇಳೆ ಸರ್ಕಾರಿ ಶಾಲೆಯ ಮಕ್ಕಳಿಗೆ ಸಿಹಿ ಹಾಗು ಪುಸ್ತಕ ವಿತರಣೆ ಮಾಡಲಾಯ್ತು. ಈ ವೇಳೆ ಸಂಘಟನೆಯ ರಾಜ್ಯ ಸಂಚಾಲಕ ಅದ್ದಿಗೇರಿ ರಾಮಣ್ಣ, ಜಿಲ್ಲಾ ಸಂಚಾಲಕ ಅಮರ್ ಸೂರಿ, ಜಿಲ್ಲಾ ಕಾರ್ಯದರ್ಶಿ ಎ.ವೆಂಕಟೇಶ್, ಜಂಟಿ: [695, 200, 905, 504]
